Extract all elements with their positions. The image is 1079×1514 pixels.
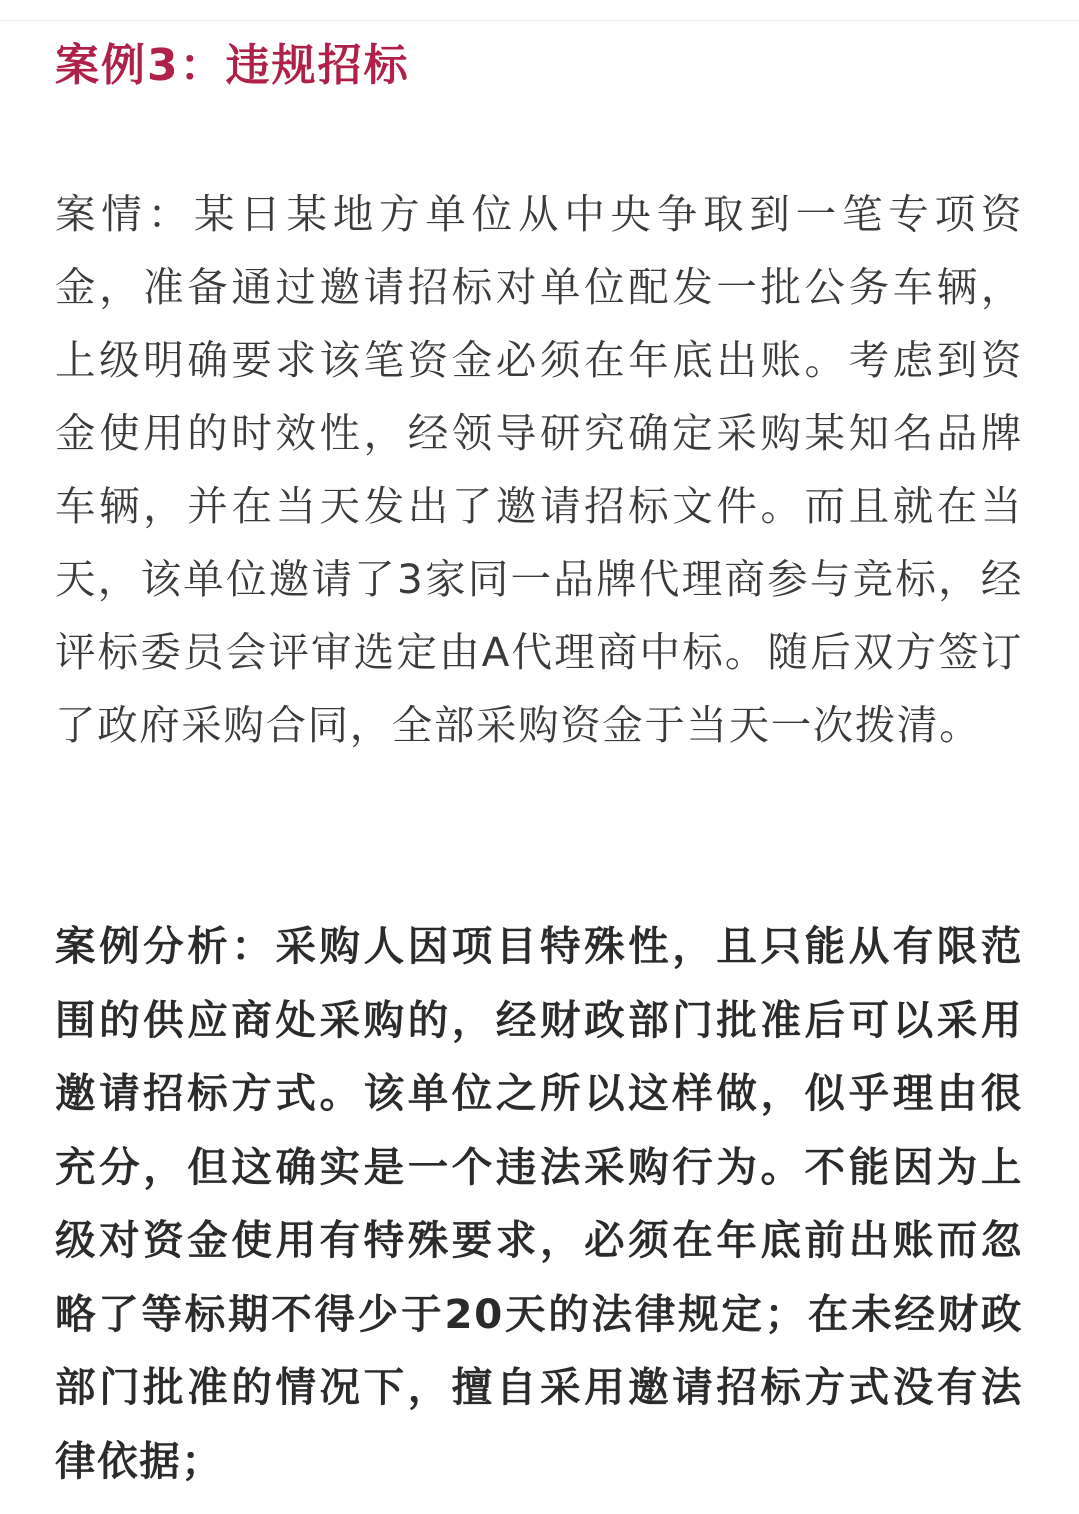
case-title: 案例3：违规招标 <box>55 40 410 91</box>
case-analysis-paragraph: 案例分析：采购人因项目特殊性，且只能从有限范围的供应商处采购的，经财政部门批准后可以采用邀请招标方式。该单位之所以这样做，似乎理由很充分，但这确实是一个违法采购行为。不能因为上级对资金使用有特殊要求，必须在年底前出账而忽略了等标期不得少于20天的法律规定；在未经财政部门批准的情况下，擅自采用邀请招标方式没有法律依据； <box>55 922 1023 1485</box>
top-divider <box>0 20 1079 21</box>
case-facts-paragraph: 案情：某日某地方单位从中央争取到一笔专项资金，准备通过邀请招标对单位配发一批公务车辆，上级明确要求该笔资金必须在年底出账。考虑到资金使用的时效性，经领导研究确定采购某知名品牌车辆，并在当天发出了邀请招标文件。而且就在当天，该单位邀请了3家同一品牌代理商参与竞标，经评标委员会评审选定由A代理商中标。随后双方签订了政府采购合同，全部采购资金于当天一次拨清。 <box>55 190 1023 749</box>
